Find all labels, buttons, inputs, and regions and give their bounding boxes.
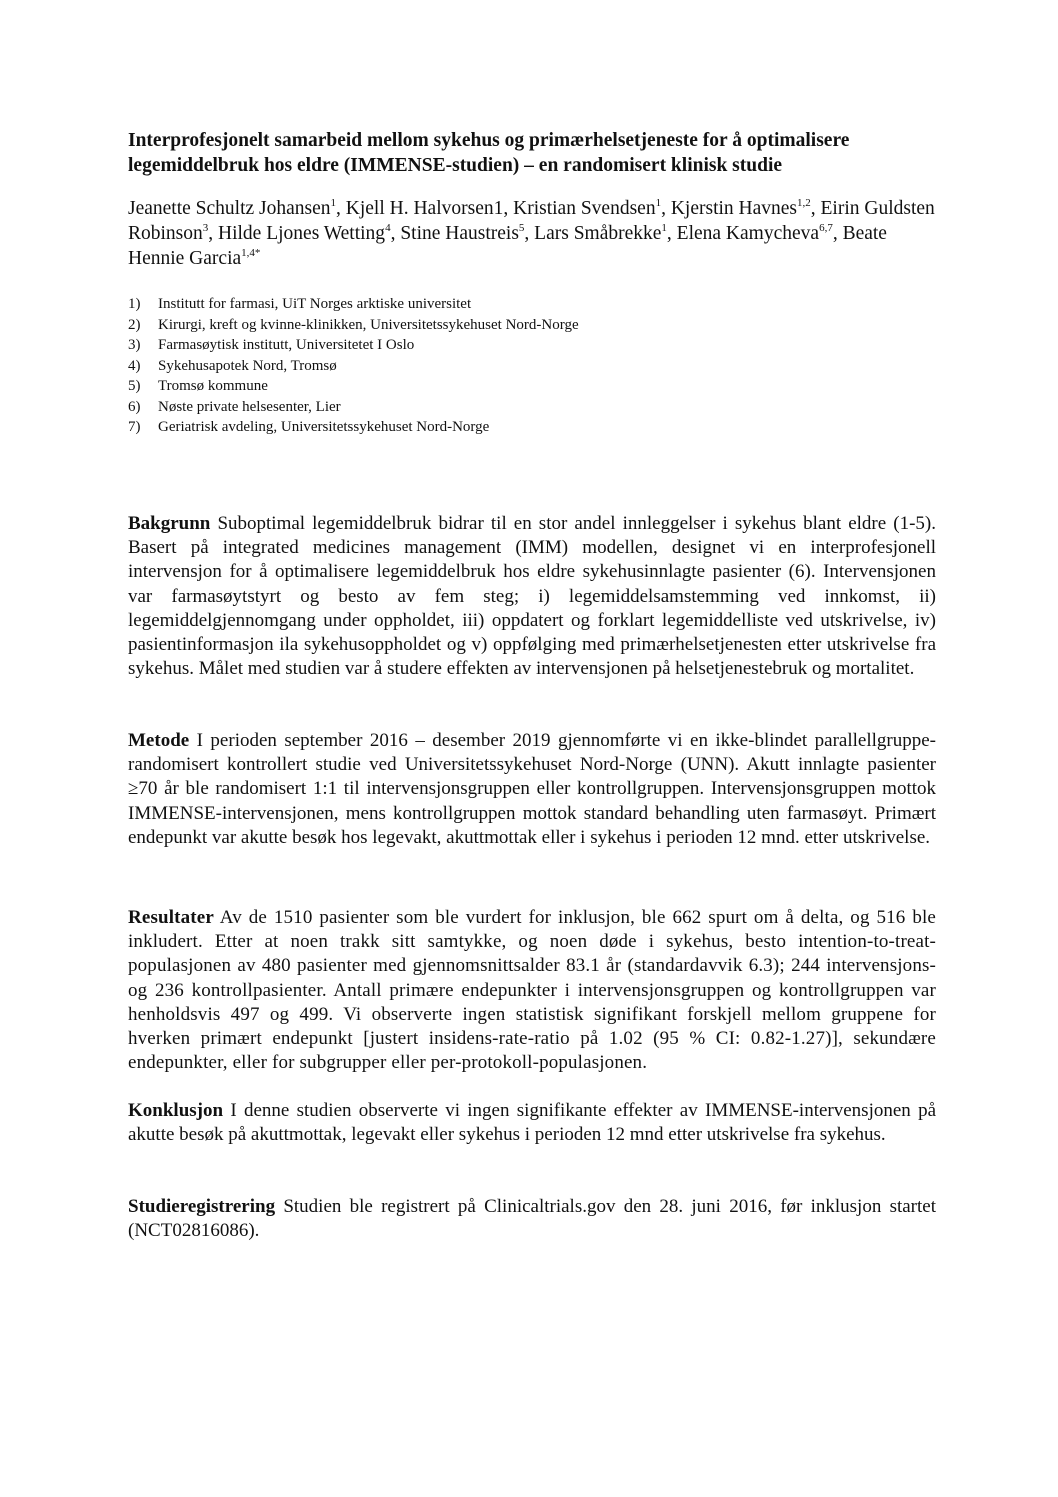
results-text: Av de 1510 pasienter som ble vurdert for inklusjon, ble 662 spurt om å delta, og 516 ble inkludert. Etter at noen trakk sitt samtykke, og noen døde i sykehus, besto intention-to-treat-populasjonen av 480 pasienter med gjennomsnittsalder 83.1 år (standardavvik 6.3); 244 intervensjons- og 236 kontrollpasienter. Antall primære endepunkter i intervensjonsgruppen og kontrollgruppen var henholdsvis 497 og 499. Vi observerte ingen statistisk signifikant forskjell mellom gruppene for hverken primært endepunkt [justert insidens-rate-ratio på 1.02 (95 % CI: 0.82-1.27)], sekundære endepunkter, eller for subgrupper eller per-protokoll-populasjonen. xyxy=(128,907,936,1074)
title-line-2: legemiddelbruk hos eldre (IMMENSE-studien) – en randomisert klinisk studie xyxy=(128,155,783,176)
author-affiliation-marker: 1,4* xyxy=(241,246,261,259)
affiliation-number: 2) xyxy=(128,316,141,333)
affiliation-number: 3) xyxy=(128,337,141,353)
affiliation-text: Geriatrisk avdeling, Universitetssykehuset Nord-Norge xyxy=(158,419,490,435)
affiliation-item xyxy=(128,315,828,336)
affiliation-item xyxy=(128,294,828,315)
author-name: Jeanette Schultz Johansen xyxy=(128,198,331,219)
affiliation-number: 6) xyxy=(128,398,141,415)
conclusion-text: I denne studien observerte vi ingen signifikante effekter av IMMENSE-intervensjonen på akutte besøk på akuttmottak, legevakt eller sykehus i perioden 12 mnd etter utskrivelse fra sykehus. xyxy=(128,1100,937,1146)
registration-section xyxy=(128,1195,936,1243)
affiliation-text: Tromsø kommune xyxy=(158,378,268,394)
author-name: Eirin Guldsten Robinson xyxy=(128,198,935,244)
author-name: Kjell H. Halvorsen1 xyxy=(345,198,504,219)
affiliation-number: 1) xyxy=(128,296,141,312)
author-name: Elena Kamycheva xyxy=(676,223,820,244)
method-text: I perioden september 2016 – desember 2019 gjennomførte vi en ikke-blindet parallellgruppe-randomisert kontrollert studie ved Universitetssykehuset Nord-Norge (UNN). Akutt innlagte pasienter ≥70 år ble randomisert 1:1 til intervensjonsgruppen eller kontrollgruppen. Intervensjonsgruppen mottok IMMENSE-intervensjonen, mens kontrollgruppen mottok standard behandling uten farmasøyt. Primært endepunkt var akutte besøk hos legevakt, akuttmottak eller i sykehus i perioden 12 mnd. etter utskrivelse. xyxy=(128,730,936,848)
method-section xyxy=(128,729,936,850)
results-section xyxy=(128,906,936,1075)
author-affiliation-marker: 1 xyxy=(330,196,337,209)
author-name: Beate Hennie Garcia xyxy=(128,223,887,269)
author-affiliation-marker: 1 xyxy=(655,196,662,209)
author-affiliation-marker: 6,7 xyxy=(819,221,833,234)
author-affiliation-marker: 3 xyxy=(202,221,209,234)
author-affiliation-marker: 4 xyxy=(385,221,391,234)
title-line-1: Interprofesjonelt samarbeid mellom sykehus og primærhelsetjeneste for å optimalisere xyxy=(128,130,850,151)
affiliation-text: Sykehusapotek Nord, Tromsø xyxy=(158,357,337,374)
affiliation-item xyxy=(128,356,828,377)
paper-title xyxy=(128,128,938,178)
author-name: Hilde Ljones Wetting xyxy=(218,223,386,244)
affiliation-text: Kirurgi, kreft og kvinne-klinikken, Universitetssykehuset Nord-Norge xyxy=(158,316,579,333)
affiliation-item xyxy=(128,397,828,418)
background-text: Suboptimal legemiddelbruk bidrar til en stor andel innleggelser i sykehus blant eldre (1-5). Basert på integrated medicines management (IMM) modellen, designet vi en interprofesjonell intervensjon for å optimalisere legemiddelbruk hos eldre sykehusinnlagte pasienter (6). Intervensjonen var farmasøytstyrt og besto av fem steg; i) legemiddelsamstemming ved innkomst, ii) legemiddelgjennomgang under oppholdet, iii) oppdatert og forklart legemiddelliste ved utskrivelse, iv) pasientinformasjon ila sykehusoppholdet og v) oppfølging med primærhelsetjenesten etter utskrivelse fra sykehus. Målet med studien var å studere effekten av intervensjonen på helsetjenestebruk og mortalitet. xyxy=(128,513,936,680)
affiliation-number: 7) xyxy=(128,419,141,435)
affiliation-item xyxy=(128,417,828,438)
results-heading: Resultater xyxy=(128,907,214,928)
background-heading: Bakgrunn xyxy=(128,513,211,534)
author-affiliation-marker: 1,2 xyxy=(797,196,811,209)
affiliation-number: 4) xyxy=(128,357,141,374)
registration-heading: Studieregistrering xyxy=(128,1196,276,1217)
author-affiliation-marker: 5 xyxy=(518,221,525,234)
author-name: Kjerstin Havnes xyxy=(670,198,798,219)
author-name: Lars Småbrekke xyxy=(534,223,662,244)
affiliation-item xyxy=(128,376,828,397)
affiliation-text: Nøste private helsesenter, Lier xyxy=(158,398,341,415)
method-heading: Metode xyxy=(128,730,190,751)
author-affiliation-marker: 1 xyxy=(661,221,667,234)
conclusion-heading: Konklusjon xyxy=(128,1100,224,1121)
affiliation-item xyxy=(128,335,828,356)
affiliation-number: 5) xyxy=(128,378,141,394)
affiliation-text: Institutt for farmasi, UiT Norges arktiske universitet xyxy=(158,296,472,312)
author-list: Jeanette Schultz Johansen$^1$, Kjell H. Halvorsen1, Kristian Svendsen$^1$, Kjerstin Havnes$^{1,2}$, Eirin Guldsten Robinson$^3$, Hilde Ljones Wetting$^4$, Stine Haustreis$^5$, Lars Småbrekke$^1$, Elena Kamycheva$^{6,7}$, Beate Hennie Garcia$^{1,4*}$ xyxy=(128,196,935,269)
conclusion-section xyxy=(128,1099,936,1147)
affiliation-list xyxy=(128,294,828,438)
registration-text: Studien ble registrert på Clinicaltrials.gov den 28. juni 2016, før inklusjon startet (NCT02816086). xyxy=(128,1196,936,1242)
author-name: Stine Haustreis xyxy=(400,223,519,244)
author-name: Kristian Svendsen xyxy=(513,198,656,219)
background-section xyxy=(128,512,936,681)
affiliation-text: Farmasøytisk institutt, Universitetet I Oslo xyxy=(158,337,415,353)
